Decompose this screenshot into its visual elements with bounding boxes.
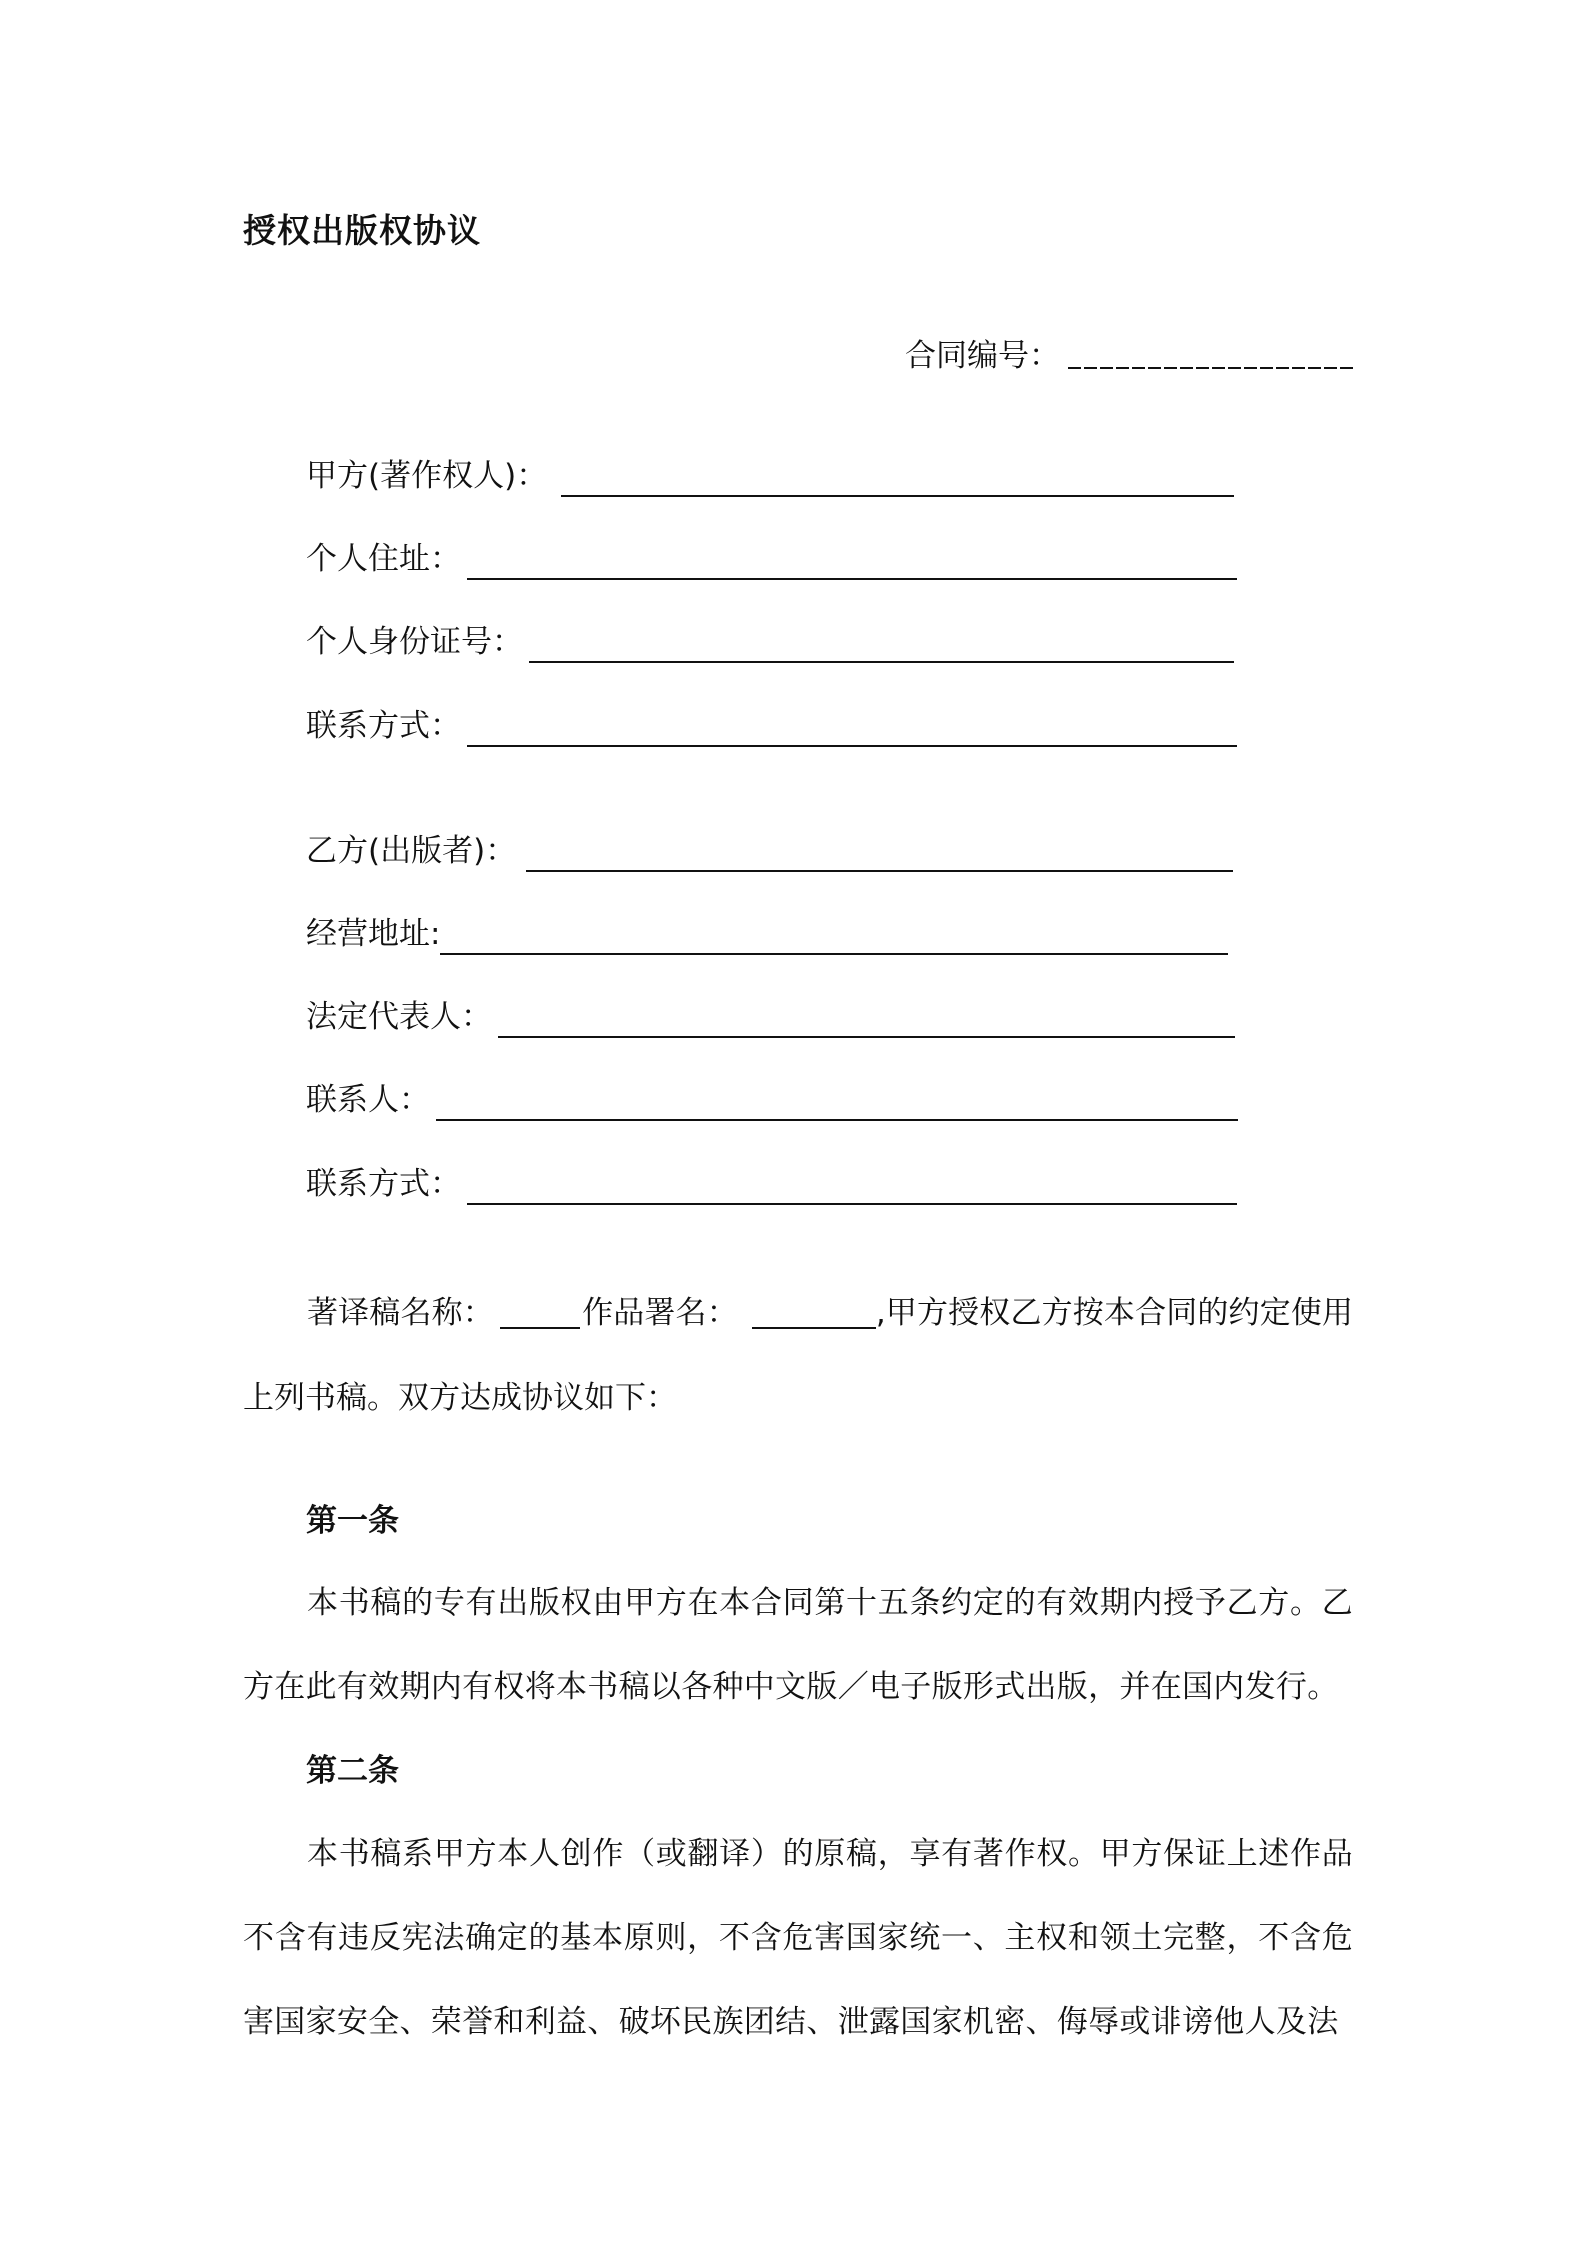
- contract-number-label: 合同编号：: [905, 338, 1060, 374]
- article-1-heading: 第一条: [306, 1503, 399, 1539]
- party-b-name-blank[interactable]: [526, 870, 1233, 872]
- party-b-contact-person-label: 联系人：: [306, 1082, 430, 1118]
- party-b-name-field: [306, 829, 1233, 873]
- party-a-address-field: [306, 537, 1237, 581]
- document-title: 授权出版权协议: [243, 211, 481, 250]
- party-b-legal-rep-field: [306, 995, 1235, 1039]
- party-a-name-field: [306, 454, 1234, 498]
- party-b-legal-rep-label: 法定代表人：: [306, 999, 492, 1035]
- work-title-label: 著译稿名称：: [307, 1295, 494, 1331]
- party-a-name-label: 甲方(著作权人)：: [306, 458, 548, 494]
- party-a-contact-label: 联系方式：: [306, 708, 461, 744]
- party-a-id-blank[interactable]: [529, 661, 1234, 663]
- party-a-contact-field: [306, 704, 1237, 748]
- party-b-name-label: 乙方(出版者)：: [306, 833, 517, 869]
- party-a-address-blank[interactable]: [467, 578, 1237, 580]
- intro-paragraph: [243, 1271, 1353, 1441]
- work-title-blank[interactable]: [500, 1327, 580, 1329]
- party-b-contact-label: 联系方式：: [306, 1166, 461, 1202]
- article-2-heading: 第二条: [306, 1753, 399, 1789]
- contract-number-blank[interactable]: [1068, 367, 1353, 369]
- party-a-id-field: [306, 620, 1234, 664]
- party-b-address-blank[interactable]: [440, 953, 1228, 955]
- party-b-contact-blank[interactable]: [467, 1203, 1237, 1205]
- work-signature-label: 作品署名：: [581, 1295, 738, 1331]
- party-a-contact-blank[interactable]: [467, 745, 1237, 747]
- party-a-name-blank[interactable]: [561, 495, 1234, 497]
- party-b-legal-rep-blank[interactable]: [498, 1036, 1235, 1038]
- party-b-address-field: [306, 912, 1228, 956]
- party-b-contact-person-blank[interactable]: [436, 1119, 1238, 1121]
- article-2-text: 本书稿系甲方本人创作（或翻译）的原稿，享有著作权。甲方保证上述作品不含有违反宪法确定的基本原则，不含危害国家统一、主权和领土完整，不含危害国家安全、荣誉和利益、破坏民族团结、泄露国家机密、侮辱或诽谤他人及法: [243, 1836, 1353, 2040]
- party-b-contact-person-field: [306, 1078, 1238, 1122]
- party-b-address-label: 经营地址:: [306, 916, 441, 952]
- party-a-address-label: 个人住址：: [306, 541, 461, 577]
- party-a-id-label: 个人身份证号：: [306, 624, 523, 660]
- work-signature-blank[interactable]: [752, 1327, 876, 1329]
- contract-number: [905, 330, 1353, 375]
- article-1-text: 本书稿的专有出版权由甲方在本合同第十五条约定的有效期内授予乙方。乙方在此有效期内有权将本书稿以各种中文版／电子版形式出版，并在国内发行。: [243, 1585, 1353, 1705]
- party-b-contact-field: [306, 1162, 1237, 1206]
- intro-text: ,甲方授权乙方按本合同的约定使用上列书稿。双方达成协议如下：: [243, 1295, 1353, 1416]
